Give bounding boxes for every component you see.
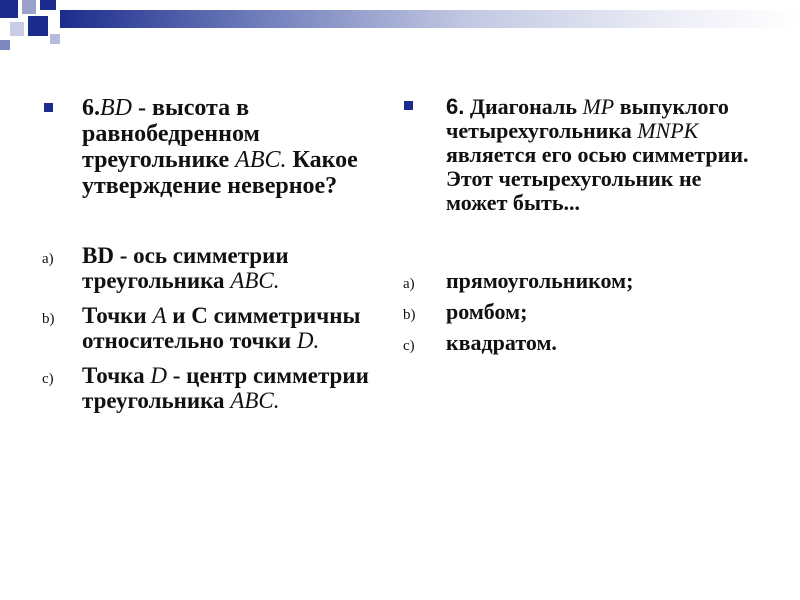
option-text: Точки — [82, 303, 153, 328]
option-letter: a) — [42, 251, 54, 267]
right-options — [400, 269, 760, 355]
square-bullet-icon — [44, 103, 53, 112]
option-letter: c) — [42, 371, 54, 387]
deco-square — [22, 0, 36, 14]
option-text: ромбом; — [446, 299, 528, 324]
question-variable: BD — [100, 95, 132, 121]
right-question — [400, 95, 760, 215]
question-text: Какое утверждение неверное? — [82, 147, 358, 199]
option-variable: ABC. — [230, 388, 280, 413]
deco-square — [28, 16, 48, 36]
question-text: Диагональ — [464, 94, 583, 119]
header-gradient-bar — [60, 10, 800, 28]
square-bullet-icon — [404, 101, 413, 110]
deco-square — [40, 0, 56, 10]
option-text: прямоугольником; — [446, 268, 634, 293]
left-question — [40, 95, 380, 199]
option-b — [40, 303, 380, 353]
option-letter: b) — [42, 311, 55, 327]
deco-square — [50, 34, 60, 44]
left-column — [40, 95, 380, 423]
option-text: BD - ось симметрии треугольника — [82, 243, 289, 293]
question-number: 6. — [82, 95, 100, 121]
deco-square — [0, 40, 10, 50]
option-variable: ABC. — [230, 268, 280, 293]
option-letter: c) — [403, 338, 415, 354]
option-variable: A — [152, 303, 167, 328]
question-number: 6. — [446, 94, 465, 119]
question-variable: MNPK — [637, 118, 699, 143]
option-a — [400, 269, 760, 293]
deco-square — [0, 0, 18, 18]
option-text: и С симметричны относительно точки — [82, 303, 361, 353]
option-variable: D. — [296, 328, 320, 353]
option-variable: D — [150, 363, 167, 388]
question-text: является его осью симметрии. Этот четырехугольник не может быть... — [446, 142, 749, 215]
question-variable: ABC. — [235, 147, 287, 173]
option-a — [40, 243, 380, 293]
option-c — [400, 331, 760, 355]
option-text: - центр симметрии треугольника — [82, 363, 369, 413]
option-text: квадратом. — [446, 330, 557, 355]
option-text: Точка — [82, 363, 151, 388]
option-c — [40, 363, 380, 413]
option-letter: b) — [403, 307, 416, 323]
left-options — [40, 243, 380, 413]
option-letter: a) — [403, 276, 415, 292]
question-text: - высота в равнобедренном треугольнике — [82, 95, 260, 173]
right-column — [400, 95, 760, 362]
header-decoration — [0, 0, 800, 52]
deco-square — [10, 22, 24, 36]
question-text: выпуклого четырехугольника — [446, 94, 729, 143]
question-variable: MP — [582, 94, 615, 119]
option-b — [400, 300, 760, 324]
